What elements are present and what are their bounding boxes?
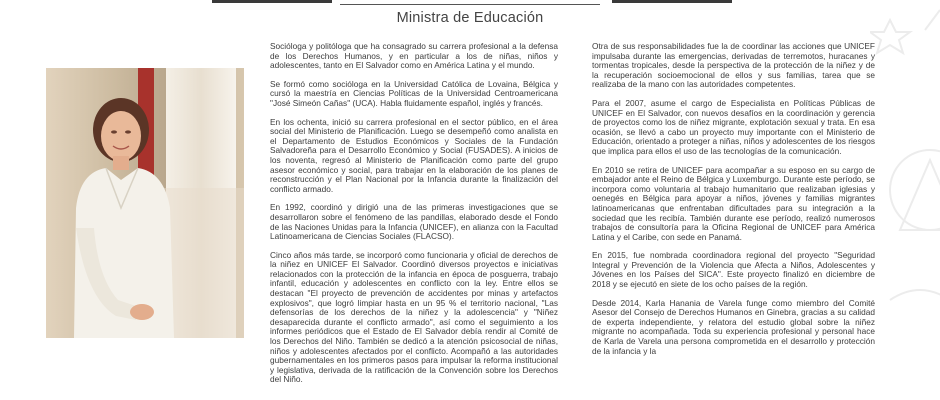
- paragraph: Para el 2007, asume el cargo de Especialista en Políticas Públicas de UNICEF en El Salvador, con nuevos desafíos en la coordinación y gerencia de proyectos como los de niñez migrante, explotación sexual y trata. En esa ocasión, se llevó a cabo un proyecto muy importante con el Ministerio de Educación, orientado a proteger a niñas, niños y adolescentes de los riesgos que implica para ellos el uso de las tecnologías de la comunicación.: [592, 97, 875, 156]
- top-divider-right: [612, 0, 732, 3]
- biography-column-right: [592, 42, 875, 365]
- paragraph: En 2015, fue nombrada coordinadora regional del proyecto "Seguridad Integral y Prevención de la Violencia que Afecta a Niños, Adolescentes y Jóvenes en los Países del SICA". Este proyecto finalizó en diciembre de 2018 y se ejecutó en siete de los ocho países de la región.: [592, 250, 875, 290]
- paragraph: Socióloga y politóloga que ha consagrado su carrera profesional a la defensa de los Derechos Humanos, y en particular a los de niñas, niños y adolescentes, tanto en El Salvador como en América Latina y el mundo.: [270, 41, 558, 71]
- paragraph: Cinco años más tarde, se incorporó como funcionaria y oficial de derechos de la niñez en UNICEF El Salvador. Coordinó diversos proyectos e iniciativas relacionados con la protección de la infancia en época de posguerra, trabajo infantil, educación y adolescentes en conflicto con la ley. Entre ellos se destacan "El proyecto de prevención de accidentes por minas y artefactos explosivos", que logró limpiar hasta en un 95 % el territorio nacional, "Las defensorías de los derechos de la niñez y la adolescencia" y "Niñez desaparecida durante el conflicto armado", así como el seguimiento a los informes periódicos que el Estado de El Salvador debía rendir al Comité de los Derechos del Niño. También se dedicó a la atención psicosocial de niñas, niños y adolescentes afectados por el conflicto. Acompañó a las autoridades gubernamentales en los primeros pasos para impulsar la reforma institucional y legislativa, derivada de la ratificación de la Convención sobre los Derechos del Niño.: [270, 249, 558, 385]
- watermark-emblem: [870, 0, 940, 400]
- portrait-photo: [46, 68, 244, 338]
- paragraph: En 1992, coordinó y dirigió una de las primeras investigaciones que se desarrollaron sobre el fenómeno de las pandillas, elaborado desde el Fondo de las Naciones Unidas para la Infancia (UNICEF), en alianza con la Facultad Latinoamericana de Ciencias Sociales (FLACSO).: [270, 202, 558, 242]
- paragraph: Desde 2014, Karla Hanania de Varela funge como miembro del Comité Asesor del Consejo de Derechos Humanos en Ginebra, gracias a su calidad de experta independiente, y relatora del estudio global sobre la niñez migrante no acompañada. Toda su experiencia profesional y personal hace de Karla de Varela una persona comprometida en el desarrollo y protección de la infancia y la: [592, 297, 875, 356]
- biography-column-left: [270, 42, 558, 394]
- top-divider-left: [212, 0, 332, 3]
- paragraph: Otra de sus responsabilidades fue la de coordinar las acciones que UNICEF impulsaba durante las emergencias, derivadas de terremotos, huracanes y tormentas tropicales, desde la perspectiva de la protección de la niñez y de la recuperación socioemocional de ellos y sus familias, tarea que se realizaba de la mano con las autoridades competentes.: [592, 41, 875, 90]
- paragraph: En 2010 se retira de UNICEF para acompañar a su esposo en su cargo de embajador ante el Reino de Bélgica y Luxemburgo. Durante este período, se incorpora como voluntaria al trabajo humanitario que realizaban iglesias y oenegés en Bélgica para apoyar a niños, jóvenes y familias migrantes latinoamericanas que enfrentaban dificultades para su integración a la sociedad que les recibía. También durante ese período, realizó numerosos trabajos de consultoría para la Oficina Regional de UNICEF para América Latina y el Caribe, con sede en Panamá.: [592, 164, 875, 242]
- paragraph: Se formó como socióloga en la Universidad Católica de Lovaina, Bélgica y cursó la maestría en Ciencias Políticas de la Universidad Centroamericana "José Simeón Cañas" (UCA). Habla fluidamente español, inglés y francés.: [270, 78, 558, 108]
- page-title: Ministra de Educación: [396, 10, 544, 26]
- paragraph: En los ochenta, inició su carrera profesional en el sector público, en el área social del Ministerio de Planificación. Luego se desempeñó como analista en el Departamento de Estudios Económicos y Sociales de la Fundación Salvadoreña para el Desarrollo Económico y Social (FUSADES). A inicios de los noventa, regresó al Ministerio de Planificación como parte del grupo asesor económico y social, para trabajar en la elaboración de los planes de reconstrucción y el Plan Nacional por la Infancia durante la finalización del conflicto armado.: [270, 116, 558, 194]
- top-divider-center: [340, 4, 600, 5]
